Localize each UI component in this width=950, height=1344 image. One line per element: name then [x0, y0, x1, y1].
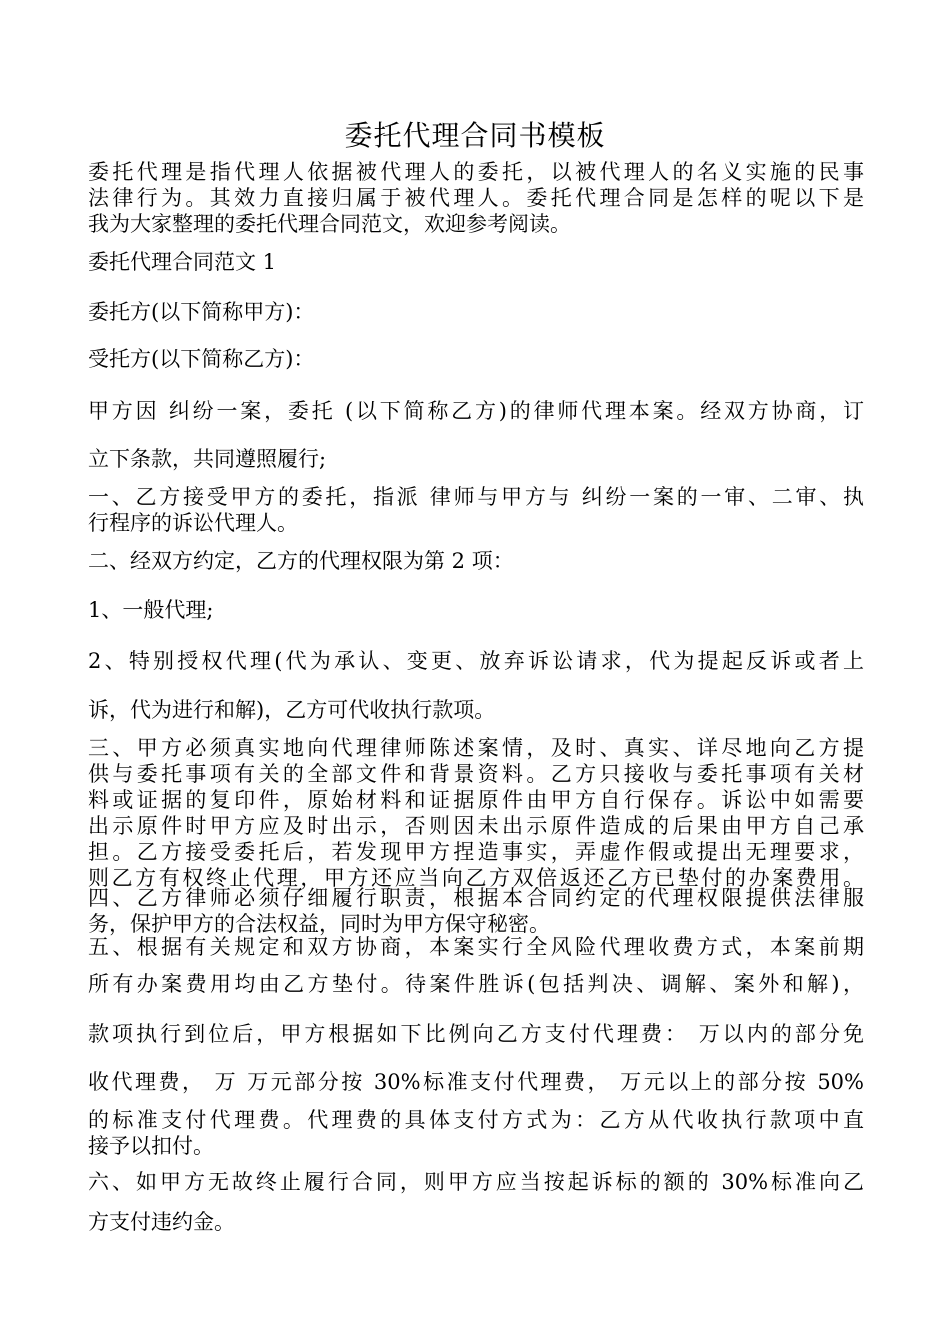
text-line: 出示原件时甲方应及时出示，否则因未出示原件造成的后果由甲方自己承: [88, 814, 864, 838]
text-line: 四、乙方律师必须仔细履行职责，根据本合同约定的代理权限提供法律服: [88, 886, 864, 910]
text-line: 诉，代为进行和解)，乙方可代收执行款项。: [88, 698, 496, 722]
text-line: 行程序的诉讼代理人。: [88, 511, 298, 535]
text-line: 二、经双方约定，乙方的代理权限为第 2 项：: [88, 549, 514, 573]
text-line: 担。乙方接受委托后，若发现甲方捏造事实，弄虚作假或提出无理要求，: [88, 840, 864, 864]
text-line: 委托方(以下简称甲方)：: [88, 300, 315, 324]
section-heading: 委托代理合同范文 1: [88, 250, 277, 274]
text-line: 甲方因 纠纷一案，委托 (以下简称乙方)的律师代理本案。经双方协商，订: [88, 399, 864, 423]
text-line: 务，保护甲方的合法权益，同时为甲方保守秘密。: [88, 912, 550, 936]
text-line: 五、根据有关规定和双方协商，本案实行全风险代理收费方式，本案前期: [88, 935, 864, 959]
text-line: 的标准支付代理费。代理费的具体支付方式为：乙方从代收执行款项中直: [88, 1108, 864, 1132]
text-line: 料或证据的复印件，原始材料和证据原件由甲方自行保存。诉讼中如需要: [88, 788, 864, 812]
text-line: 六、如甲方无故终止履行合同，则甲方应当按起诉标的额的 30%标准向乙: [88, 1170, 864, 1194]
text-line: 受托方(以下简称乙方)：: [88, 347, 315, 371]
text-line: 我为大家整理的委托代理合同范文，欢迎参考阅读。: [88, 212, 571, 236]
text-line: 供与委托事项有关的全部文件和背景资料。乙方只接收与委托事项有关材: [88, 762, 864, 786]
text-line: 款项执行到位后，甲方根据如下比例向乙方支付代理费： 万以内的部分免: [88, 1022, 864, 1046]
document-title: 委托代理合同书模板: [344, 119, 606, 152]
text-line: 委托代理是指代理人依据被代理人的委托，以被代理人的名义实施的民事: [88, 160, 864, 184]
text-line: 2、特别授权代理(代为承认、变更、放弃诉讼请求，代为提起反诉或者上: [88, 649, 864, 673]
text-line: 方支付违约金。: [88, 1210, 235, 1234]
text-line: 收代理费， 万 万元部分按 30%标准支付代理费， 万元以上的部分按 50%: [88, 1070, 864, 1094]
text-line: 三、甲方必须真实地向代理律师陈述案情，及时、真实、详尽地向乙方提: [88, 736, 864, 760]
text-line: 则乙方有权终止代理，甲方还应当向乙方双倍返还乙方已垫付的办案费用。: [88, 866, 864, 890]
text-line: 所有办案费用均由乙方垫付。待案件胜诉(包括判决、调解、案外和解)，: [88, 972, 864, 996]
text-line: 法律行为。其效力直接归属于被代理人。委托代理合同是怎样的呢以下是: [88, 186, 864, 210]
text-line: 立下条款，共同遵照履行;: [88, 447, 327, 471]
text-line: 一、乙方接受甲方的委托，指派 律师与甲方与 纠纷一案的一审、二审、执: [88, 485, 864, 509]
text-line: 1、一般代理;: [88, 598, 214, 622]
text-line: 接予以扣付。: [88, 1134, 214, 1158]
